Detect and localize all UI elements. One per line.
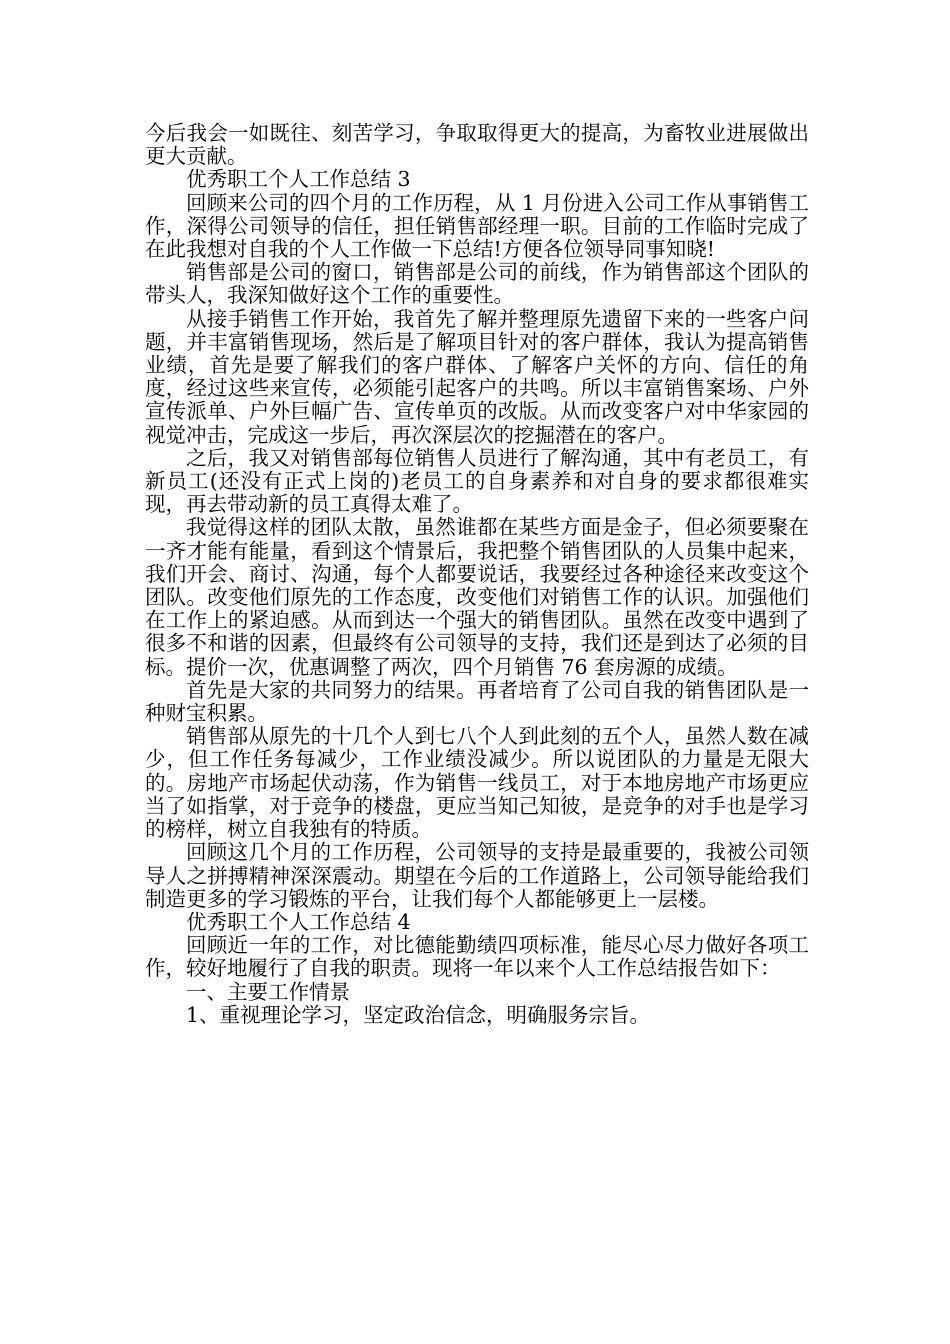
paragraph: 回顾这几个月的工作历程，公司领导的支持是最重要的，我被公司领导人之拼搏精神深深震动。期望在今后的工作道路上，公司领导能给我们制造更多的学习锻炼的平台，让我们每个人都能够更上一层楼。 [145,840,809,911]
paragraph: 之后，我又对销售部每位销售人员进行了解沟通，其中有老员工，有新员工(还没有正式上岗的)老员工的自身素养和对自身的要求都很难实现，再去带动新的员工真得太难了。 [145,445,809,517]
paragraph-continuation: 今后我会一如既往、刻苦学习，争取取得更大的提高，为畜牧业进展做出更大贡献。 [145,121,809,169]
paragraph: 回顾来公司的四个月的工作历程，从 1 月份进入公司工作从事销售工作，深得公司领导的信任，担任销售部经理一职。目前的工作临时完成了在此我想对自我的个人工作做一下总结!方便各位领导同事知晓! [145,190,809,262]
paragraph: 首先是大家的共同努力的结果。再者培育了公司自我的销售团队是一种财宝积累。 [145,677,809,726]
section-heading-4: 优秀职工个人工作总结 4 [186,909,411,934]
paragraph: 我觉得这样的团队太散，虽然谁都在某些方面是金子，但必须要聚在一齐才能有能量，看到这个情景后，我把整个销售团队的人员集中起来，我们开会、商讨、沟通，每个人都要说话，我要经过各种途径来改变这个团队。改变他们原先的工作态度，改变他们对销售工作的认识。加强他们在工作上的紧迫感。从而到达一个强大的销售团队。虽然在改变中遇到了很多不和谐的因素，但最终有公司领导的支持，我们还是到达了必须的目标。提价一次，优惠调整了两次，四个月销售 76 套房源的成绩。 [145,515,809,679]
paragraph: 回顾近一年的工作，对比德能勤绩四项标准，能尽心尽力做好各项工作，较好地履行了自我的职责。现将一年以来个人工作总结报告如下： [145,933,809,981]
document-page [145,122,809,1027]
paragraph: 销售部是公司的窗口，销售部是公司的前线，作为销售部这个团队的带头人，我深知做好这个工作的重要性。 [145,260,809,308]
list-item-heading: 1、重视理论学习，坚定政治信念，明确服务宗旨。 [186,1002,651,1027]
subsection-heading: 一、主要工作情景 [186,979,350,1004]
section-heading-3: 优秀职工个人工作总结 3 [186,167,411,192]
paragraph: 从接手销售工作开始，我首先了解并整理原先遗留下来的一些客户问题，并丰富销售现场，然后是了解项目针对的客户群体，我认为提高销售业绩，首先是要了解我们的客户群体、了解客户关怀的方向、信任的角度，经过这些来宣传，必须能引起客户的共鸣。所以丰富销售案场、户外宣传派单、户外巨幅广告、宣传单页的改版。从而改变客户对中华家园的视觉冲击，完成这一步后，再次深层次的挖掘潜在的客户。 [145,306,809,447]
paragraph: 销售部从原先的十几个人到七八个人到此刻的五个人，虽然人数在减少，但工作任务每减少，工作业绩没减少。所以说团队的力量是无限大的。房地产市场起伏动荡，作为销售一线员工，对于本地房地产市场更应当了如指掌，对于竞争的楼盘，更应当知己知彼，是竞争的对手也是学习的榜样，树立自我独有的特质。 [145,724,809,842]
